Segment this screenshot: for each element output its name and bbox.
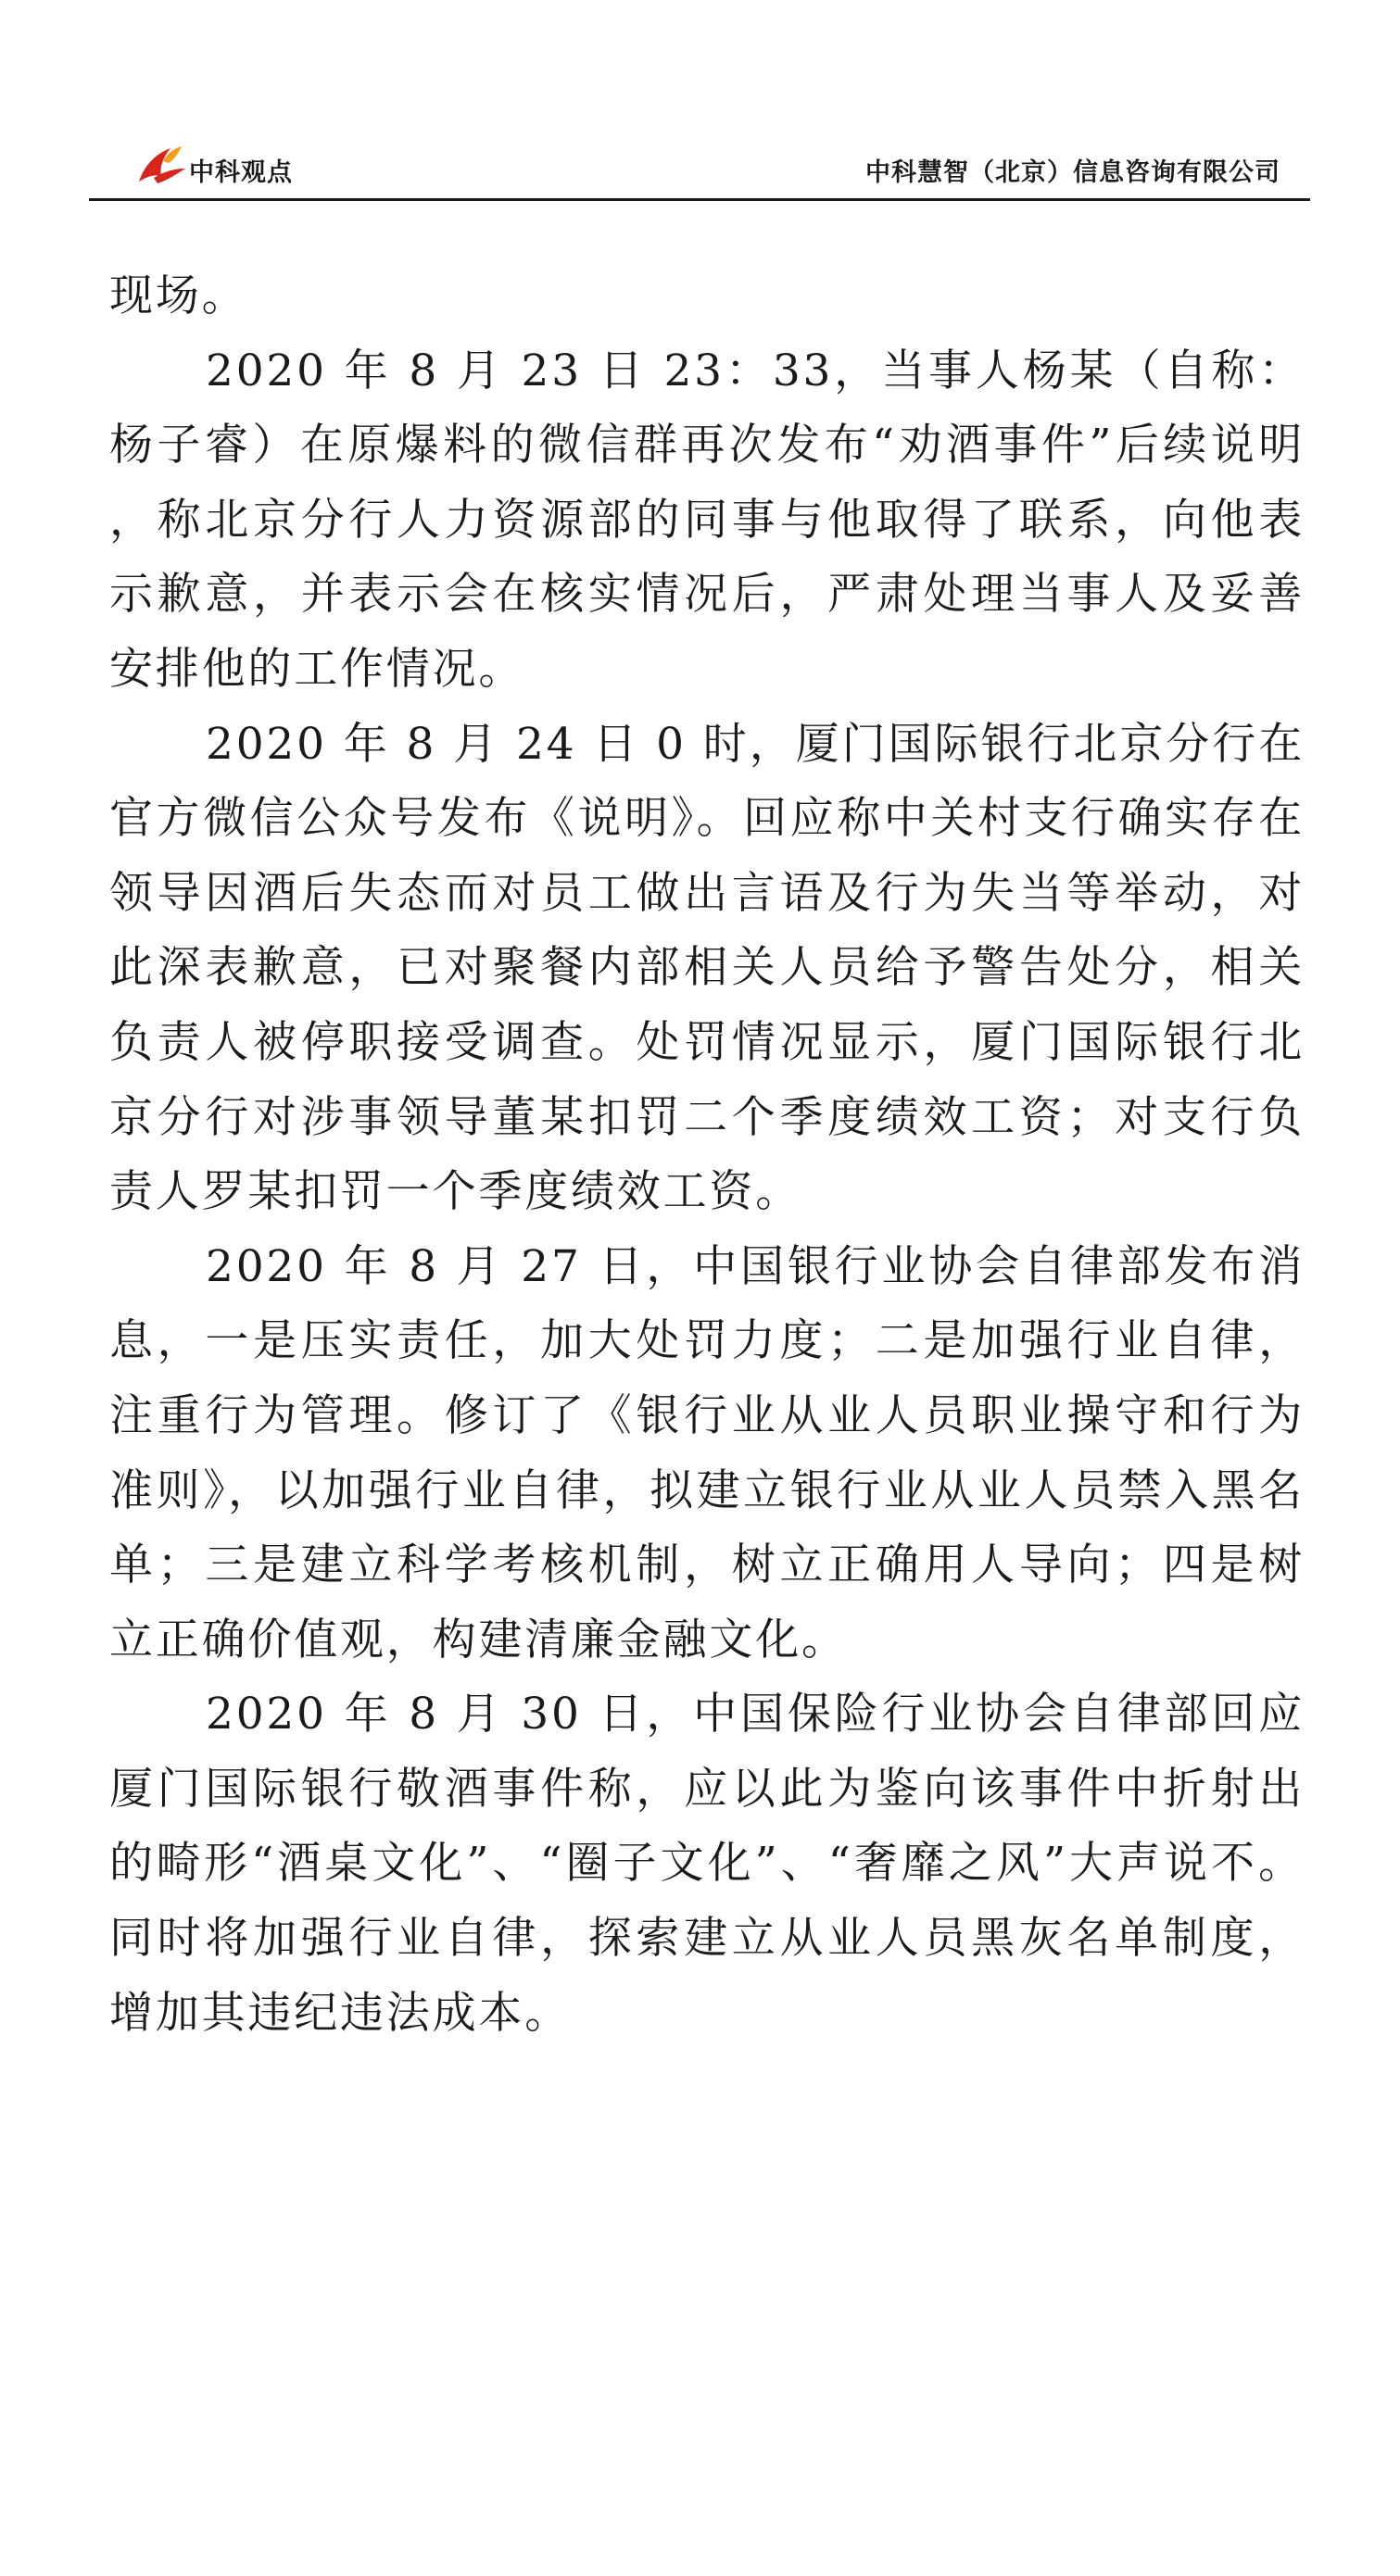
company-name: 中科慧智（北京）信息咨询有限公司 (865, 158, 1280, 187)
paragraph-continuation: 现场。 (109, 270, 248, 321)
page-header (89, 139, 1310, 196)
zhongke-logo-icon (135, 145, 187, 185)
brand-name: 中科观点 (189, 158, 293, 187)
header-divider (89, 198, 1310, 201)
paragraph-aug-24: 2020 年 8 月 24 日 0 时，厦门国际银行北京分行在官方微信公众号发布《说明》。回应称中关村支行确实存在领导因酒后失态而对员工做出言语及行为失当等举动，对此深表歉意，已对聚餐内部相关人员给予警告处分，相关负责人被停职接受调查。处罚情况显示，厦门国际银行北京分行对涉事领导董某扣罚二个季度绩效工资；对支行负责人罗某扣罚一个季度绩效工资。 (109, 718, 1305, 1218)
document-body (109, 259, 1305, 2051)
paragraph-aug-27: 2020 年 8 月 27 日，中国银行业协会自律部发布消息，一是压实责任，加大处罚力度；二是加强行业自律，注重行为管理。修订了《银行业从业人员职业操守和行为准则》，以加强行业自律，拟建立银行业从业人员禁入黑名单；三是建立科学考核机制，树立正确用人导向；四是树立正确价值观，构建清廉金融文化。 (109, 1240, 1305, 1665)
paragraph-aug-30: 2020 年 8 月 30 日，中国保险行业协会自律部回应厦门国际银行敬酒事件称，应以此为鉴向该事件中折射出的畸形“酒桌文化”、“圈子文化”、“奢靡之风”大声说不。同时将加强行业自律，探索建立从业人员黑灰名单制度，增加其违纪违法成本。 (109, 1689, 1305, 2039)
paragraph-aug-23: 2020 年 8 月 23 日 23：33，当事人杨某（自称：杨子睿）在原爆料的微信群再次发布“劝酒事件”后续说明，称北京分行人力资源部的同事与他取得了联系，向他表示歉意，并表示会在核实情况后，严肃处理当事人及妥善安排他的工作情况。 (109, 345, 1305, 695)
